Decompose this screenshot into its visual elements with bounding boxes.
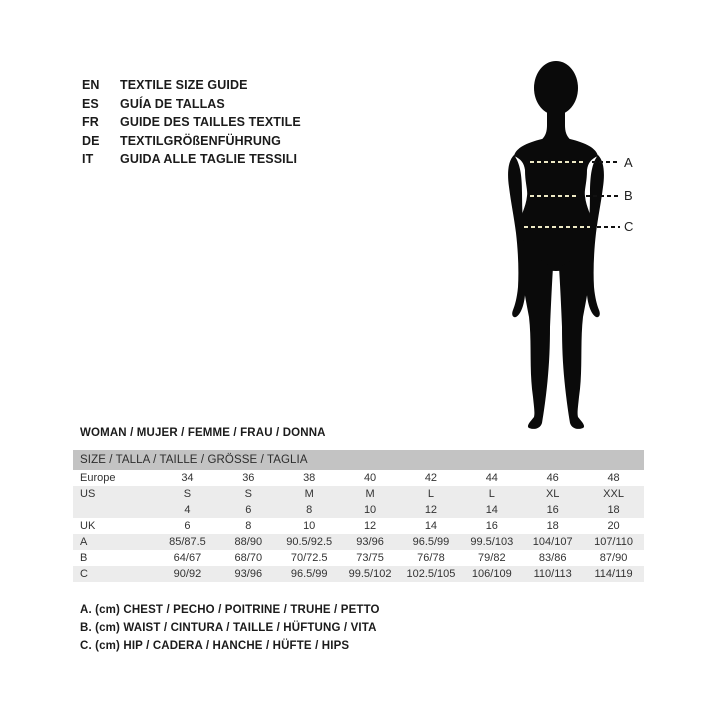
size-table-header: SIZE / TALLA / TAILLE / GRÖSSE / TAGLIA — [73, 450, 644, 470]
size-cell: XL — [545, 488, 560, 500]
language-title-list — [82, 76, 301, 169]
legend-hip: C. (cm) HIP / CADERA / HANCHE / HÜFTE / HIPS — [80, 640, 350, 652]
language-code: IT — [82, 152, 94, 166]
size-cell: 18 — [607, 504, 620, 516]
size-cell: 87/90 — [599, 552, 628, 564]
table-row — [73, 486, 644, 502]
waist-measure-label: B — [624, 188, 633, 203]
size-cell: 44 — [485, 472, 498, 484]
row-label: Europe — [80, 472, 116, 484]
hip-measure-label: C — [624, 219, 634, 234]
size-cell: 14 — [424, 520, 438, 532]
row-label — [73, 502, 157, 518]
size-cell: 8 — [306, 504, 313, 516]
language-code: ES — [82, 96, 99, 111]
silhouette-right-arm — [587, 155, 604, 317]
size-cell: 40 — [363, 472, 377, 484]
language-row-fr — [82, 113, 301, 132]
woman-silhouette — [508, 61, 604, 429]
language-code: FR — [82, 115, 99, 129]
row-label: US — [80, 488, 96, 500]
size-cell: 90/92 — [173, 568, 202, 580]
size-cell: L — [427, 488, 434, 500]
size-cell: 18 — [546, 520, 559, 532]
size-cell: 64/67 — [173, 552, 202, 564]
woman-silhouette-figure — [480, 55, 650, 435]
size-cell: 48 — [607, 472, 620, 484]
silhouette-left-arm — [508, 155, 525, 317]
size-cell: 110/113 — [533, 568, 572, 580]
table-row — [73, 518, 644, 534]
size-cell: 102.5/105 — [406, 568, 456, 580]
size-cell: 16 — [546, 504, 559, 516]
size-cell: 106/109 — [471, 568, 512, 580]
size-cell: 85/87.5 — [169, 536, 206, 548]
measurement-legend — [80, 601, 380, 655]
size-cell: XXL — [603, 488, 624, 500]
size-cell: 93/96 — [356, 536, 384, 548]
language-title: GUÍA DE TALLAS — [120, 96, 225, 111]
language-title: GUIDE DES TAILLES TEXTILE — [120, 115, 301, 129]
size-cell: M — [304, 488, 314, 500]
size-cell: 96.5/99 — [290, 568, 328, 580]
size-cell: 93/96 — [234, 568, 263, 580]
size-cell: L — [488, 488, 495, 500]
size-cell: 12 — [424, 504, 438, 516]
size-cell: 42 — [424, 472, 438, 484]
legend-waist: B. (cm) WAIST / CINTURA / TAILLE / HÜFTUNG / VITA — [80, 622, 377, 634]
language-row-it — [82, 150, 301, 169]
row-label: C — [80, 568, 88, 580]
size-cell: 107/110 — [594, 536, 634, 548]
row-label: UK — [80, 520, 96, 532]
table-row — [73, 566, 644, 582]
size-cell: 16 — [485, 520, 498, 532]
size-table — [73, 450, 644, 582]
size-cell: 12 — [363, 520, 377, 532]
size-cell: S — [244, 488, 252, 500]
size-cell: 34 — [181, 472, 194, 484]
size-cell: S — [183, 488, 192, 500]
table-row — [73, 502, 644, 518]
size-cell: 73/75 — [356, 552, 384, 564]
size-cell: 104/107 — [532, 536, 573, 548]
size-cell: 4 — [184, 504, 191, 516]
language-title: GUIDA ALLE TAGLIE TESSILI — [120, 152, 298, 166]
size-cell: 6 — [184, 520, 191, 532]
language-row-es — [82, 95, 301, 114]
table-row — [73, 534, 644, 550]
size-cell: 114/119 — [594, 568, 633, 580]
size-cell: 20 — [607, 520, 620, 532]
woman-silhouette-svg — [480, 55, 650, 435]
size-cell: 36 — [242, 472, 255, 484]
size-cell: 46 — [546, 472, 559, 484]
section-title-woman: WOMAN / MUJER / FEMME / FRAU / DONNA — [80, 427, 326, 439]
size-cell: 10 — [363, 504, 377, 516]
size-cell: 10 — [303, 520, 316, 532]
size-cell: 99.5/102 — [348, 568, 392, 580]
language-code: EN — [82, 78, 100, 92]
size-cell: 90.5/92.5 — [286, 536, 333, 548]
size-cell: 83/86 — [538, 552, 567, 564]
size-cell: 76/78 — [417, 552, 445, 564]
language-title: TEXTILE SIZE GUIDE — [120, 78, 248, 92]
row-label: A — [80, 536, 88, 548]
size-cell: 99.5/103 — [470, 536, 514, 548]
size-cell: 79/82 — [478, 552, 506, 564]
size-cell: 38 — [303, 472, 316, 484]
size-cell: 68/70 — [234, 552, 263, 564]
size-cell: 14 — [485, 504, 498, 516]
legend-chest: A. (cm) CHEST / PECHO / POITRINE / TRUHE / PETTO — [80, 604, 380, 616]
size-cell: 6 — [245, 504, 252, 516]
table-row — [73, 550, 644, 566]
size-cell: M — [365, 488, 375, 500]
table-row — [73, 470, 644, 486]
row-label: B — [80, 552, 88, 564]
chest-measure-label: A — [624, 155, 633, 170]
size-table-header-row — [73, 450, 644, 470]
size-cell: 96.5/99 — [412, 536, 450, 548]
language-row-en — [82, 76, 301, 95]
size-cell: 70/72.5 — [290, 552, 328, 564]
language-title: TEXTILGRÖßENFÜHRUNG — [120, 133, 281, 148]
language-row-de — [82, 132, 301, 151]
language-code: DE — [82, 133, 100, 148]
size-cell: 8 — [245, 520, 252, 532]
size-cell: 88/90 — [234, 536, 263, 548]
